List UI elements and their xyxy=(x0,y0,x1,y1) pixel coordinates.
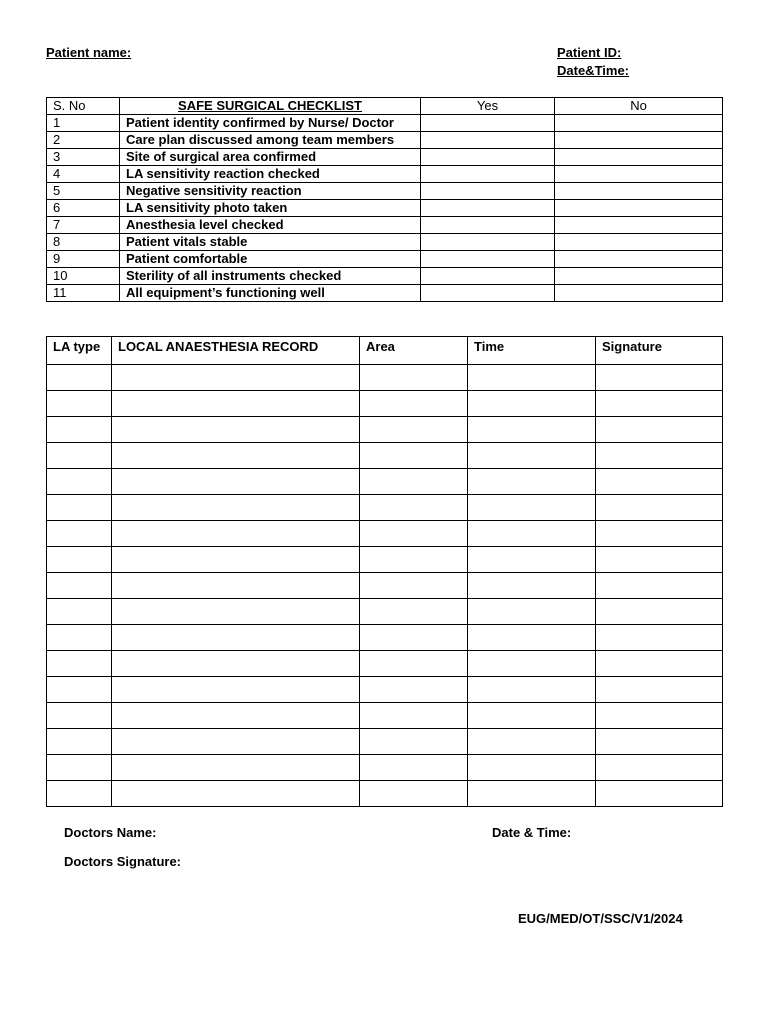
area-cell[interactable] xyxy=(360,599,468,625)
la-type-cell[interactable] xyxy=(47,521,112,547)
time-cell[interactable] xyxy=(468,547,596,573)
la-type-cell[interactable] xyxy=(47,703,112,729)
la-record-cell[interactable] xyxy=(112,547,360,573)
checklist-row xyxy=(47,285,723,302)
signature-cell[interactable] xyxy=(596,729,723,755)
la-record-cell[interactable] xyxy=(112,625,360,651)
la-record-cell[interactable] xyxy=(112,521,360,547)
time-cell[interactable] xyxy=(468,625,596,651)
la-type-cell[interactable] xyxy=(47,573,112,599)
la-record-row xyxy=(47,391,723,417)
doctors-signature-label: Doctors Signature: xyxy=(64,854,182,869)
no-cell[interactable] xyxy=(555,268,723,285)
signature-cell[interactable] xyxy=(596,417,723,443)
la-record-row xyxy=(47,677,723,703)
area-cell[interactable] xyxy=(360,443,468,469)
time-cell[interactable] xyxy=(468,365,596,391)
la-record-cell[interactable] xyxy=(112,417,360,443)
signature-cell[interactable] xyxy=(596,391,723,417)
la-record-row xyxy=(47,729,723,755)
time-cell[interactable] xyxy=(468,729,596,755)
col-la-type-header: LA type xyxy=(47,337,112,365)
area-cell[interactable] xyxy=(360,729,468,755)
area-cell[interactable] xyxy=(360,703,468,729)
checklist-item: Sterility of all instruments checked xyxy=(120,268,421,285)
area-cell[interactable] xyxy=(360,521,468,547)
la-record-cell[interactable] xyxy=(112,599,360,625)
la-record-row xyxy=(47,781,723,807)
checklist-item: LA sensitivity photo taken xyxy=(120,200,421,217)
checklist-row xyxy=(47,149,723,166)
la-record-cell[interactable] xyxy=(112,729,360,755)
area-cell[interactable] xyxy=(360,469,468,495)
signature-cell[interactable] xyxy=(596,547,723,573)
la-record-cell[interactable] xyxy=(112,755,360,781)
area-cell[interactable] xyxy=(360,625,468,651)
checklist-item: Site of surgical area confirmed xyxy=(120,149,421,166)
checklist-sno: 10 xyxy=(47,268,120,285)
la-type-cell[interactable] xyxy=(47,547,112,573)
form-code: EUG/MED/OT/SSC/V1/2024 xyxy=(518,911,683,926)
no-cell[interactable] xyxy=(555,251,723,268)
checklist-sno: 4 xyxy=(47,166,120,183)
patient-id-label: Patient ID: xyxy=(557,45,622,60)
checklist-sno: 5 xyxy=(47,183,120,200)
yes-cell[interactable] xyxy=(421,115,555,132)
la-record-row xyxy=(47,755,723,781)
checklist-row xyxy=(47,115,723,132)
col-area-header: Area xyxy=(360,337,468,365)
col-signature-header: Signature xyxy=(596,337,723,365)
time-cell[interactable] xyxy=(468,599,596,625)
checklist-sno: 7 xyxy=(47,217,120,234)
la-header-row xyxy=(47,337,723,365)
signature-cell[interactable] xyxy=(596,365,723,391)
col-checklist-title-header: SAFE SURGICAL CHECKLIST xyxy=(120,98,421,115)
checklist-row xyxy=(47,200,723,217)
area-cell[interactable] xyxy=(360,547,468,573)
yes-cell[interactable] xyxy=(421,166,555,183)
time-cell[interactable] xyxy=(468,703,596,729)
col-time-header: Time xyxy=(468,337,596,365)
signature-cell[interactable] xyxy=(596,625,723,651)
time-cell[interactable] xyxy=(468,651,596,677)
checklist-sno: 6 xyxy=(47,200,120,217)
signature-cell[interactable] xyxy=(596,755,723,781)
signature-cell[interactable] xyxy=(596,495,723,521)
area-cell[interactable] xyxy=(360,417,468,443)
checklist-row xyxy=(47,166,723,183)
no-cell[interactable] xyxy=(555,217,723,234)
checklist-header-row xyxy=(47,98,723,115)
la-record-row xyxy=(47,599,723,625)
signature-cell[interactable] xyxy=(596,703,723,729)
area-cell[interactable] xyxy=(360,573,468,599)
area-cell[interactable] xyxy=(360,365,468,391)
yes-cell[interactable] xyxy=(421,285,555,302)
la-type-cell[interactable] xyxy=(47,469,112,495)
checklist-item: Care plan discussed among team members xyxy=(120,132,421,149)
signature-cell[interactable] xyxy=(596,521,723,547)
la-type-cell[interactable] xyxy=(47,625,112,651)
checklist-row xyxy=(47,217,723,234)
la-type-cell[interactable] xyxy=(47,677,112,703)
yes-cell[interactable] xyxy=(421,183,555,200)
doctors-name-label: Doctors Name: xyxy=(64,825,157,840)
checklist-item: All equipment’s functioning well xyxy=(120,285,421,302)
time-cell[interactable] xyxy=(468,391,596,417)
la-record-cell[interactable] xyxy=(112,469,360,495)
la-record-row xyxy=(47,703,723,729)
safe-surgical-checklist-table xyxy=(46,97,723,302)
no-cell[interactable] xyxy=(555,234,723,251)
la-record-row xyxy=(47,521,723,547)
la-type-cell[interactable] xyxy=(47,443,112,469)
no-cell[interactable] xyxy=(555,149,723,166)
yes-cell[interactable] xyxy=(421,268,555,285)
checklist-row xyxy=(47,251,723,268)
la-type-cell[interactable] xyxy=(47,495,112,521)
checklist-row xyxy=(47,132,723,149)
time-cell[interactable] xyxy=(468,521,596,547)
col-yes-header: Yes xyxy=(421,98,555,115)
col-no-header: No xyxy=(555,98,723,115)
no-cell[interactable] xyxy=(555,200,723,217)
yes-cell[interactable] xyxy=(421,234,555,251)
la-record-row xyxy=(47,443,723,469)
checklist-item: Patient comfortable xyxy=(120,251,421,268)
signature-cell[interactable] xyxy=(596,599,723,625)
la-record-row xyxy=(47,469,723,495)
yes-cell[interactable] xyxy=(421,132,555,149)
la-type-cell[interactable] xyxy=(47,417,112,443)
time-cell[interactable] xyxy=(468,755,596,781)
la-type-cell[interactable] xyxy=(47,729,112,755)
local-anaesthesia-record-table xyxy=(46,336,723,807)
la-record-cell[interactable] xyxy=(112,781,360,807)
no-cell[interactable] xyxy=(555,285,723,302)
yes-cell[interactable] xyxy=(421,200,555,217)
checklist-sno: 9 xyxy=(47,251,120,268)
no-cell[interactable] xyxy=(555,166,723,183)
time-cell[interactable] xyxy=(468,677,596,703)
la-record-row xyxy=(47,417,723,443)
la-type-cell[interactable] xyxy=(47,781,112,807)
patient-name-label: Patient name: xyxy=(46,45,132,60)
yes-cell[interactable] xyxy=(421,149,555,166)
la-type-cell[interactable] xyxy=(47,365,112,391)
signature-cell[interactable] xyxy=(596,651,723,677)
la-record-cell[interactable] xyxy=(112,677,360,703)
checklist-sno: 3 xyxy=(47,149,120,166)
signature-cell[interactable] xyxy=(596,469,723,495)
time-cell[interactable] xyxy=(468,443,596,469)
checklist-row xyxy=(47,268,723,285)
checklist-item: LA sensitivity reaction checked xyxy=(120,166,421,183)
la-type-cell[interactable] xyxy=(47,599,112,625)
la-type-cell[interactable] xyxy=(47,651,112,677)
checklist-sno: 1 xyxy=(47,115,120,132)
checklist-sno: 2 xyxy=(47,132,120,149)
yes-cell[interactable] xyxy=(421,251,555,268)
area-cell[interactable] xyxy=(360,495,468,521)
checklist-row xyxy=(47,183,723,200)
area-cell[interactable] xyxy=(360,651,468,677)
col-sno-header: S. No xyxy=(47,98,120,115)
signature-cell[interactable] xyxy=(596,677,723,703)
col-la-record-header: LOCAL ANAESTHESIA RECORD xyxy=(112,337,360,365)
la-type-cell[interactable] xyxy=(47,755,112,781)
la-record-row xyxy=(47,573,723,599)
time-cell[interactable] xyxy=(468,469,596,495)
la-type-cell[interactable] xyxy=(47,391,112,417)
footer-date-time-label: Date & Time: xyxy=(492,825,572,840)
la-record-row xyxy=(47,625,723,651)
la-record-cell[interactable] xyxy=(112,365,360,391)
checklist-item: Negative sensitivity reaction xyxy=(120,183,421,200)
la-record-cell[interactable] xyxy=(112,703,360,729)
la-record-row xyxy=(47,651,723,677)
signature-cell[interactable] xyxy=(596,573,723,599)
checklist-item: Anesthesia level checked xyxy=(120,217,421,234)
la-record-cell[interactable] xyxy=(112,573,360,599)
la-record-cell[interactable] xyxy=(112,391,360,417)
time-cell[interactable] xyxy=(468,573,596,599)
checklist-sno: 8 xyxy=(47,234,120,251)
area-cell[interactable] xyxy=(360,755,468,781)
signature-cell[interactable] xyxy=(596,443,723,469)
la-record-cell[interactable] xyxy=(112,443,360,469)
no-cell[interactable] xyxy=(555,132,723,149)
la-record-row xyxy=(47,495,723,521)
checklist-item: Patient vitals stable xyxy=(120,234,421,251)
la-record-cell[interactable] xyxy=(112,651,360,677)
date-time-label: Date&Time: xyxy=(557,63,630,78)
la-record-row xyxy=(47,365,723,391)
checklist-sno: 11 xyxy=(47,285,120,302)
area-cell[interactable] xyxy=(360,677,468,703)
time-cell[interactable] xyxy=(468,417,596,443)
signature-cell[interactable] xyxy=(596,781,723,807)
yes-cell[interactable] xyxy=(421,217,555,234)
time-cell[interactable] xyxy=(468,495,596,521)
checklist-item: Patient identity confirmed by Nurse/ Doctor xyxy=(120,115,421,132)
area-cell[interactable] xyxy=(360,391,468,417)
la-record-cell[interactable] xyxy=(112,495,360,521)
time-cell[interactable] xyxy=(468,781,596,807)
no-cell[interactable] xyxy=(555,183,723,200)
no-cell[interactable] xyxy=(555,115,723,132)
checklist-row xyxy=(47,234,723,251)
la-record-row xyxy=(47,547,723,573)
area-cell[interactable] xyxy=(360,781,468,807)
